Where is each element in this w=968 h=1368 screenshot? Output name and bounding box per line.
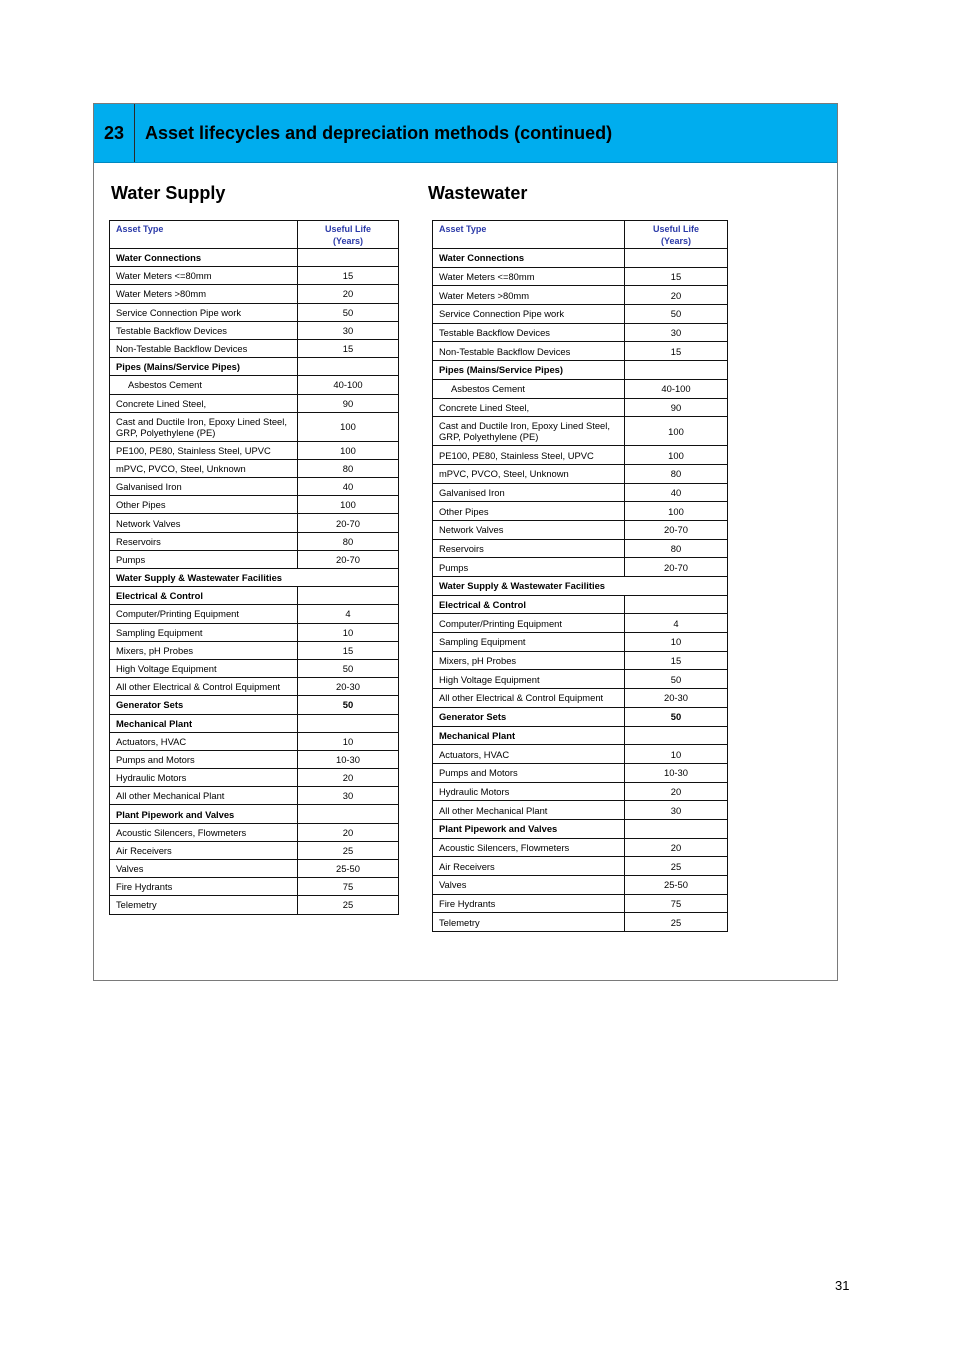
useful-life-cell: 4 bbox=[625, 614, 728, 633]
asset-type-cell: Sampling Equipment bbox=[110, 623, 298, 641]
table-group-row bbox=[110, 696, 399, 714]
asset-type-cell: Pumps bbox=[110, 550, 298, 568]
asset-type-cell: Asbestos Cement bbox=[433, 379, 625, 398]
asset-type-cell: mPVC, PVCO, Steel, Unknown bbox=[433, 464, 625, 483]
table-row bbox=[110, 303, 399, 321]
asset-type-cell: Air Receivers bbox=[110, 841, 298, 859]
table-row bbox=[433, 670, 728, 689]
asset-type-cell: All other Mechanical Plant bbox=[110, 787, 298, 805]
table-row bbox=[433, 520, 728, 539]
asset-type-cell: Plant Pipework and Valves bbox=[110, 805, 298, 823]
asset-type-cell: Testable Backflow Devices bbox=[110, 321, 298, 339]
asset-type-cell: Mixers, pH Probes bbox=[110, 641, 298, 659]
table-group-row bbox=[110, 358, 399, 376]
water-supply-title: Water Supply bbox=[111, 183, 226, 203]
table-row bbox=[433, 857, 728, 876]
useful-life-cell: 10 bbox=[625, 633, 728, 652]
useful-life-cell: 20 bbox=[298, 285, 399, 303]
table-row bbox=[433, 633, 728, 652]
useful-life-cell: 30 bbox=[625, 323, 728, 342]
table-group-row bbox=[110, 714, 399, 732]
table-row bbox=[110, 376, 399, 394]
useful-life-cell: 10 bbox=[298, 732, 399, 750]
table-group-row bbox=[110, 249, 399, 267]
useful-life-cell: 90 bbox=[625, 398, 728, 417]
useful-life-cell bbox=[625, 819, 728, 838]
useful-life-cell bbox=[298, 358, 399, 376]
table-header-row bbox=[433, 221, 728, 249]
asset-type-cell: Sampling Equipment bbox=[433, 633, 625, 652]
table-row bbox=[433, 398, 728, 417]
useful-life-cell: 50 bbox=[625, 670, 728, 689]
asset-type-cell: Galvanised Iron bbox=[433, 483, 625, 502]
useful-life-cell: 10 bbox=[625, 745, 728, 764]
table-group-row bbox=[110, 587, 399, 605]
note-title: Asset lifecycles and depreciation methods (continued) bbox=[145, 122, 613, 143]
table-row bbox=[110, 623, 399, 641]
table-row bbox=[433, 539, 728, 558]
table-row bbox=[433, 464, 728, 483]
table-row bbox=[110, 532, 399, 550]
asset-type-header: Asset Type bbox=[110, 221, 298, 249]
asset-type-cell: PE100, PE80, Stainless Steel, UPVC bbox=[433, 446, 625, 465]
asset-type-cell: Mixers, pH Probes bbox=[433, 651, 625, 670]
table-row bbox=[110, 459, 399, 477]
table-row bbox=[433, 782, 728, 801]
asset-type-cell: Pumps bbox=[433, 558, 625, 577]
asset-type-cell: PE100, PE80, Stainless Steel, UPVC bbox=[110, 441, 298, 459]
table-header-row bbox=[110, 221, 399, 249]
page-number: 31 bbox=[835, 1278, 850, 1293]
useful-life-cell: 10-30 bbox=[298, 750, 399, 768]
table-row bbox=[110, 514, 399, 532]
useful-life-header-line1: Useful Life bbox=[324, 223, 371, 234]
table-row bbox=[110, 339, 399, 357]
table-row bbox=[433, 763, 728, 782]
table-row bbox=[433, 614, 728, 633]
asset-type-cell: Pumps and Motors bbox=[110, 750, 298, 768]
table-row bbox=[110, 285, 399, 303]
useful-life-cell: 20-70 bbox=[298, 550, 399, 568]
useful-life-cell: 100 bbox=[625, 502, 728, 521]
asset-type-cell: mPVC, PVCO, Steel, Unknown bbox=[110, 459, 298, 477]
table-row bbox=[110, 550, 399, 568]
asset-type-cell: Air Receivers bbox=[433, 857, 625, 876]
useful-life-cell: 15 bbox=[625, 342, 728, 361]
useful-life-cell: 50 bbox=[625, 305, 728, 324]
asset-type-cell: Acoustic Silencers, Flowmeters bbox=[433, 838, 625, 857]
asset-type-cell: Electrical & Control bbox=[433, 595, 625, 614]
asset-type-cell: All other Electrical & Control Equipment bbox=[110, 678, 298, 696]
asset-type-header: Asset Type bbox=[433, 221, 625, 249]
table-row bbox=[110, 659, 399, 677]
useful-life-cell: 100 bbox=[298, 441, 399, 459]
note-number: 23 bbox=[94, 104, 135, 162]
table-group-row bbox=[110, 569, 399, 587]
table-row bbox=[110, 732, 399, 750]
useful-life-cell: 15 bbox=[625, 651, 728, 670]
asset-type-cell: Valves bbox=[433, 876, 625, 895]
asset-type-cell: Other Pipes bbox=[110, 496, 298, 514]
useful-life-cell: 50 bbox=[298, 696, 399, 714]
useful-life-cell: 20 bbox=[298, 823, 399, 841]
table-row bbox=[110, 787, 399, 805]
asset-type-cell: Water Meters <=80mm bbox=[110, 267, 298, 285]
table-row bbox=[433, 689, 728, 708]
asset-type-cell: Pipes (Mains/Service Pipes) bbox=[110, 358, 298, 376]
useful-life-header bbox=[298, 221, 399, 249]
useful-life-cell: 20 bbox=[625, 838, 728, 857]
table-row bbox=[433, 894, 728, 913]
asset-type-cell: Mechanical Plant bbox=[433, 726, 625, 745]
table-row bbox=[433, 483, 728, 502]
useful-life-cell bbox=[625, 726, 728, 745]
table-group-row bbox=[433, 577, 728, 596]
asset-type-cell: Mechanical Plant bbox=[110, 714, 298, 732]
asset-type-cell: Non-Testable Backflow Devices bbox=[110, 339, 298, 357]
table-row bbox=[433, 323, 728, 342]
asset-type-cell: Generator Sets bbox=[433, 707, 625, 726]
asset-type-cell: Water Meters >80mm bbox=[110, 285, 298, 303]
useful-life-cell: 40-100 bbox=[625, 379, 728, 398]
asset-type-cell: High Voltage Equipment bbox=[433, 670, 625, 689]
asset-type-cell: Cast and Ductile Iron, Epoxy Lined Steel, GRP, Polyethylene (PE) bbox=[433, 417, 625, 446]
asset-type-cell: Water Connections bbox=[110, 249, 298, 267]
useful-life-cell: 50 bbox=[625, 707, 728, 726]
table-row bbox=[433, 305, 728, 324]
useful-life-cell: 15 bbox=[298, 339, 399, 357]
table-row bbox=[110, 896, 399, 914]
table-row bbox=[110, 478, 399, 496]
table-row bbox=[110, 605, 399, 623]
asset-type-cell: Hydraulic Motors bbox=[110, 769, 298, 787]
table-group-row bbox=[433, 726, 728, 745]
table-row bbox=[433, 342, 728, 361]
asset-type-cell: Asbestos Cement bbox=[110, 376, 298, 394]
useful-life-cell bbox=[298, 714, 399, 732]
table-row bbox=[433, 379, 728, 398]
useful-life-cell: 25-50 bbox=[625, 876, 728, 895]
useful-life-cell: 10-30 bbox=[625, 763, 728, 782]
table-row bbox=[433, 876, 728, 895]
asset-type-cell: Water Meters >80mm bbox=[433, 286, 625, 305]
asset-type-cell: Computer/Printing Equipment bbox=[110, 605, 298, 623]
useful-life-header bbox=[625, 221, 728, 249]
useful-life-cell: 80 bbox=[298, 459, 399, 477]
useful-life-cell: 30 bbox=[625, 801, 728, 820]
useful-life-cell: 30 bbox=[298, 321, 399, 339]
useful-life-cell: 20 bbox=[625, 286, 728, 305]
useful-life-header-line2: (Years) bbox=[660, 235, 692, 246]
asset-type-cell: Testable Backflow Devices bbox=[433, 323, 625, 342]
table-group-row bbox=[433, 707, 728, 726]
useful-life-cell: 15 bbox=[625, 267, 728, 286]
asset-type-cell: Concrete Lined Steel, bbox=[433, 398, 625, 417]
table-row bbox=[433, 651, 728, 670]
useful-life-cell: 40 bbox=[298, 478, 399, 496]
table-row bbox=[110, 412, 399, 441]
table-row bbox=[433, 502, 728, 521]
asset-type-cell: Reservoirs bbox=[433, 539, 625, 558]
useful-life-cell bbox=[298, 249, 399, 267]
useful-life-cell: 20-70 bbox=[298, 514, 399, 532]
table-row bbox=[110, 641, 399, 659]
asset-type-cell: Actuators, HVAC bbox=[110, 732, 298, 750]
useful-life-cell: 75 bbox=[625, 894, 728, 913]
useful-life-cell: 100 bbox=[625, 417, 728, 446]
useful-life-cell: 15 bbox=[298, 267, 399, 285]
asset-type-cell: Actuators, HVAC bbox=[433, 745, 625, 764]
asset-type-cell: Valves bbox=[110, 860, 298, 878]
asset-type-cell: High Voltage Equipment bbox=[110, 659, 298, 677]
table-row bbox=[110, 394, 399, 412]
table-row bbox=[110, 878, 399, 896]
useful-life-cell: 15 bbox=[298, 641, 399, 659]
asset-type-cell: Telemetry bbox=[110, 896, 298, 914]
useful-life-cell: 40-100 bbox=[298, 376, 399, 394]
useful-life-cell bbox=[298, 805, 399, 823]
useful-life-header-line2: (Years) bbox=[332, 235, 364, 246]
table-group-row bbox=[433, 819, 728, 838]
table-row bbox=[110, 769, 399, 787]
useful-life-cell: 20-30 bbox=[298, 678, 399, 696]
useful-life-cell: 4 bbox=[298, 605, 399, 623]
table-row bbox=[110, 860, 399, 878]
useful-life-cell: 25 bbox=[625, 857, 728, 876]
asset-type-cell: Pipes (Mains/Service Pipes) bbox=[433, 361, 625, 380]
useful-life-cell: 20 bbox=[625, 782, 728, 801]
useful-life-cell: 20-70 bbox=[625, 558, 728, 577]
asset-type-cell: All other Electrical & Control Equipment bbox=[433, 689, 625, 708]
water-supply-table bbox=[109, 220, 399, 915]
table-row bbox=[433, 286, 728, 305]
useful-life-cell: 50 bbox=[298, 659, 399, 677]
asset-type-cell: Water Supply & Wastewater Facilities bbox=[433, 577, 728, 596]
useful-life-cell bbox=[625, 595, 728, 614]
asset-type-cell: Service Connection Pipe work bbox=[433, 305, 625, 324]
useful-life-cell: 80 bbox=[625, 464, 728, 483]
useful-life-cell: 80 bbox=[625, 539, 728, 558]
useful-life-cell: 20-30 bbox=[625, 689, 728, 708]
table-row bbox=[110, 678, 399, 696]
table-row bbox=[433, 267, 728, 286]
asset-type-cell: Concrete Lined Steel, bbox=[110, 394, 298, 412]
table-row bbox=[433, 558, 728, 577]
useful-life-cell: 25-50 bbox=[298, 860, 399, 878]
useful-life-cell: 25 bbox=[298, 896, 399, 914]
table-row bbox=[110, 496, 399, 514]
table-row bbox=[110, 841, 399, 859]
table-row bbox=[110, 823, 399, 841]
asset-type-cell: Network Valves bbox=[110, 514, 298, 532]
asset-type-cell: Fire Hydrants bbox=[433, 894, 625, 913]
asset-type-cell: Service Connection Pipe work bbox=[110, 303, 298, 321]
asset-type-cell: Water Connections bbox=[433, 249, 625, 268]
asset-type-cell: All other Mechanical Plant bbox=[433, 801, 625, 820]
asset-type-cell: Electrical & Control bbox=[110, 587, 298, 605]
asset-type-cell: Computer/Printing Equipment bbox=[433, 614, 625, 633]
asset-type-cell: Network Valves bbox=[433, 520, 625, 539]
asset-type-cell: Hydraulic Motors bbox=[433, 782, 625, 801]
table-row bbox=[110, 441, 399, 459]
useful-life-cell bbox=[298, 587, 399, 605]
table-row bbox=[110, 267, 399, 285]
useful-life-cell: 10 bbox=[298, 623, 399, 641]
table-row bbox=[433, 745, 728, 764]
table-row bbox=[433, 446, 728, 465]
asset-type-cell: Galvanised Iron bbox=[110, 478, 298, 496]
table-row bbox=[433, 801, 728, 820]
useful-life-cell: 25 bbox=[625, 913, 728, 932]
asset-type-cell: Generator Sets bbox=[110, 696, 298, 714]
asset-type-cell: Other Pipes bbox=[433, 502, 625, 521]
table-row bbox=[433, 913, 728, 932]
useful-life-cell bbox=[625, 361, 728, 380]
table-group-row bbox=[433, 361, 728, 380]
table-group-row bbox=[433, 249, 728, 268]
asset-type-cell: Cast and Ductile Iron, Epoxy Lined Steel, GRP, Polyethylene (PE) bbox=[110, 412, 298, 441]
table-row bbox=[433, 417, 728, 446]
useful-life-cell: 90 bbox=[298, 394, 399, 412]
table-row bbox=[110, 750, 399, 768]
useful-life-cell: 75 bbox=[298, 878, 399, 896]
asset-type-cell: Telemetry bbox=[433, 913, 625, 932]
asset-type-cell: Pumps and Motors bbox=[433, 763, 625, 782]
asset-type-cell: Water Meters <=80mm bbox=[433, 267, 625, 286]
asset-type-cell: Fire Hydrants bbox=[110, 878, 298, 896]
asset-type-cell: Water Supply & Wastewater Facilities bbox=[110, 569, 399, 587]
note-header bbox=[94, 104, 837, 163]
asset-type-cell: Acoustic Silencers, Flowmeters bbox=[110, 823, 298, 841]
useful-life-cell: 100 bbox=[298, 412, 399, 441]
wastewater-table bbox=[432, 220, 728, 932]
useful-life-cell: 20-70 bbox=[625, 520, 728, 539]
useful-life-cell: 100 bbox=[298, 496, 399, 514]
useful-life-cell: 100 bbox=[625, 446, 728, 465]
useful-life-cell: 30 bbox=[298, 787, 399, 805]
asset-type-cell: Non-Testable Backflow Devices bbox=[433, 342, 625, 361]
useful-life-cell: 25 bbox=[298, 841, 399, 859]
useful-life-cell: 20 bbox=[298, 769, 399, 787]
table-group-row bbox=[433, 595, 728, 614]
table-group-row bbox=[110, 805, 399, 823]
useful-life-cell: 80 bbox=[298, 532, 399, 550]
useful-life-cell: 50 bbox=[298, 303, 399, 321]
asset-type-cell: Plant Pipework and Valves bbox=[433, 819, 625, 838]
table-row bbox=[110, 321, 399, 339]
useful-life-cell bbox=[625, 249, 728, 268]
asset-type-cell: Reservoirs bbox=[110, 532, 298, 550]
wastewater-title: Wastewater bbox=[428, 183, 528, 203]
table-row bbox=[433, 838, 728, 857]
useful-life-cell: 40 bbox=[625, 483, 728, 502]
useful-life-header-line1: Useful Life bbox=[652, 223, 699, 234]
